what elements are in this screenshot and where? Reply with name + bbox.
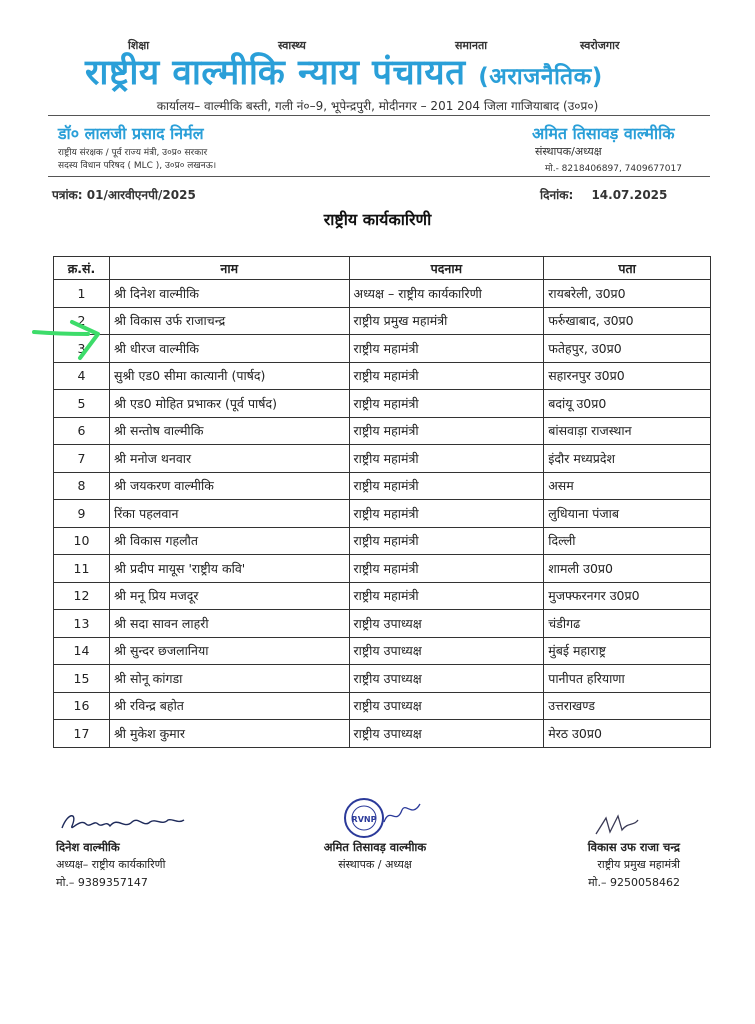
table-row [54, 720, 711, 748]
svg-text:RVNP: RVNP [351, 815, 377, 824]
office-address: कार्यालय– वाल्मीकि बस्ती, गली नं०–9, भूपेन्द्रपुरी, मोदीनगर – 201 204 जिला गाजियाबाद (उ०प्र०) [156, 99, 599, 113]
signatory-general-secretary [540, 838, 680, 892]
signatory-role: राष्ट्रीय प्रमुख महामंत्री [597, 858, 680, 871]
cell-serial: 15 [54, 665, 110, 693]
cell-name: श्री सन्तोष वाल्मीकि [109, 417, 349, 445]
cell-name: श्री धीरज वाल्मीकि [109, 335, 349, 363]
cell-address: उत्तराखण्ड [544, 692, 711, 720]
signatory-role: संस्थापक / अध्यक्ष [338, 858, 412, 871]
signature-vikas-icon [592, 812, 642, 838]
founder-name: अमित तिसावड़ वाल्मीकि [532, 124, 675, 143]
cell-serial: 11 [54, 555, 110, 583]
organization-title [85, 48, 603, 95]
cell-name: श्री मनू प्रिय मजदूर [109, 582, 349, 610]
cell-serial: 1 [54, 280, 110, 308]
cell-address: मुंबई महाराष्ट्र [544, 637, 711, 665]
signatory-president [56, 838, 165, 892]
cell-name: श्री एड0 मोहित प्रभाकर (पूर्व पार्षद) [109, 390, 349, 418]
table-row [54, 637, 711, 665]
header-serial: क्र.सं. [54, 257, 110, 280]
cell-name: श्री प्रदीप मायूस 'राष्ट्रीय कवि' [109, 555, 349, 583]
cell-address: मुजफ्फरनगर उ0प्र0 [544, 582, 711, 610]
subheader-divider [48, 176, 710, 177]
cell-designation: राष्ट्रीय उपाध्यक्ष [349, 637, 544, 665]
cell-designation: अध्यक्ष – राष्ट्रीय कार्यकारिणी [349, 280, 544, 308]
cell-address: दिल्ली [544, 527, 711, 555]
signature-dinesh-icon [58, 808, 188, 836]
founder-role: संस्थापक/अध्यक्ष [535, 145, 602, 158]
cell-address: असम [544, 472, 711, 500]
cell-address: मेरठ उ0प्र0 [544, 720, 711, 748]
cell-name: श्री दिनेश वाल्मीकि [109, 280, 349, 308]
cell-name: श्री सदा सावन लाहरी [109, 610, 349, 638]
cell-address: फतेहपुर, उ0प्र0 [544, 335, 711, 363]
cell-designation: राष्ट्रीय महामंत्री [349, 445, 544, 473]
signatory-founder [285, 838, 465, 874]
patron-title-1: राष्ट्रीय संरक्षक / पूर्व राज्य मंत्री, उ०प्र० सरकार [58, 148, 208, 158]
patron-name: डॉ० लालजी प्रसाद निर्मल [58, 124, 204, 143]
cell-address: लुधियाना पंजाब [544, 500, 711, 528]
cell-name: रिंका पहलवान [109, 500, 349, 528]
letter-date [540, 186, 667, 203]
cell-name: श्री विकास गहलौत [109, 527, 349, 555]
cell-designation: राष्ट्रीय उपाध्यक्ष [349, 610, 544, 638]
cell-address: शामली उ0प्र0 [544, 555, 711, 583]
cell-name: श्री जयकरण वाल्मीकि [109, 472, 349, 500]
table-row [54, 610, 711, 638]
signatory-role: अध्यक्ष– राष्ट्रीय कार्यकारिणी [56, 858, 166, 871]
cell-designation: राष्ट्रीय महामंत्री [349, 527, 544, 555]
cell-serial: 16 [54, 692, 110, 720]
cell-designation: राष्ट्रीय प्रमुख महामंत्री [349, 307, 544, 335]
header-name: नाम [109, 257, 349, 280]
table-row [54, 527, 711, 555]
table-body [54, 280, 711, 748]
table-row [54, 280, 711, 308]
founder-seal-icon [340, 796, 424, 840]
organization-name: राष्ट्रीय वाल्मीकि न्याय पंचायत [85, 53, 466, 93]
cell-address: रायबरेली, उ0प्र0 [544, 280, 711, 308]
cell-serial: 7 [54, 445, 110, 473]
table-row [54, 362, 711, 390]
cell-name: श्री सोनू कांगडा [109, 665, 349, 693]
cell-serial: 5 [54, 390, 110, 418]
cell-serial: 6 [54, 417, 110, 445]
cell-address: पानीपत हरियाणा [544, 665, 711, 693]
signatory-name: दिनेश वाल्मीकि [56, 840, 120, 854]
table-row [54, 390, 711, 418]
header-address: पता [544, 257, 711, 280]
founder-mobile: मो.- 8218406897, 7409677017 [545, 164, 682, 174]
header-designation: पदनाम [349, 257, 544, 280]
cell-address: सहारनपुर उ0प्र0 [544, 362, 711, 390]
table-row [54, 582, 711, 610]
cell-designation: राष्ट्रीय महामंत्री [349, 555, 544, 583]
tagline-health: स्वास्थ्य [278, 39, 306, 52]
cell-designation: राष्ट्रीय महामंत्री [349, 362, 544, 390]
tagline-equality: समानता [455, 39, 488, 52]
table-row [54, 417, 711, 445]
signatory-name: अमित तिसावड़ वाल्मीाक [323, 840, 427, 854]
cell-address: इंदौर मध्यप्रदेश [544, 445, 711, 473]
tagline-education: शिक्षा [128, 39, 150, 52]
cell-serial: 12 [54, 582, 110, 610]
tagline-self-employment: स्वरोजगार [580, 39, 620, 52]
cell-address: बदांयू उ0प्र0 [544, 390, 711, 418]
cell-name: श्री मुकेश कुमार [109, 720, 349, 748]
cell-name: श्री सुन्दर छजलानिया [109, 637, 349, 665]
cell-designation: राष्ट्रीय महामंत्री [349, 472, 544, 500]
cell-name: श्री रविन्द्र बहोत [109, 692, 349, 720]
table-header-row [54, 257, 711, 280]
cell-designation: राष्ट्रीय महामंत्री [349, 335, 544, 363]
cell-designation: राष्ट्रीय उपाध्यक्ष [349, 692, 544, 720]
date-label: दिनांक: [540, 188, 574, 202]
signatory-mobile: मो.– 9389357147 [56, 876, 148, 889]
reference-label: पत्रांक: [52, 188, 83, 202]
cell-designation: राष्ट्रीय महामंत्री [349, 582, 544, 610]
cell-serial: 14 [54, 637, 110, 665]
table-row [54, 445, 711, 473]
cell-serial: 2 [54, 307, 110, 335]
cell-name: श्री मनोज थनवार [109, 445, 349, 473]
highlight-arrow-icon [30, 318, 110, 362]
cell-designation: राष्ट्रीय उपाध्यक्ष [349, 665, 544, 693]
reference-value: 01/आरवीएनपी/2025 [86, 188, 196, 202]
reference-number [52, 186, 196, 203]
cell-serial: 9 [54, 500, 110, 528]
table-row [54, 555, 711, 583]
executive-table [53, 256, 711, 748]
cell-address: फर्रुखाबाद, उ0प्र0 [544, 307, 711, 335]
cell-serial: 13 [54, 610, 110, 638]
document-heading: राष्ट्रीय कार्यकारिणी [323, 210, 432, 229]
cell-serial: 4 [54, 362, 110, 390]
cell-designation: राष्ट्रीय महामंत्री [349, 390, 544, 418]
header-divider [48, 115, 710, 116]
cell-designation: राष्ट्रीय महामंत्री [349, 417, 544, 445]
signatory-name: विकास उफ राजा चन्द्र [587, 840, 680, 854]
cell-serial: 17 [54, 720, 110, 748]
cell-serial: 3 [54, 335, 110, 363]
table-row [54, 665, 711, 693]
table-row [54, 692, 711, 720]
date-value: 14.07.2025 [591, 188, 668, 202]
table-row [54, 307, 711, 335]
patron-title-2: सदस्य विधान परिषद ( MLC ), उ०प्र० लखनऊ। [58, 161, 217, 171]
cell-serial: 10 [54, 527, 110, 555]
signatory-mobile: मो.– 9250058462 [588, 876, 680, 889]
cell-name: श्री विकास उर्फ राजाचन्द्र [109, 307, 349, 335]
table-row [54, 500, 711, 528]
cell-address: चंडीगढ [544, 610, 711, 638]
table-row [54, 335, 711, 363]
cell-serial: 8 [54, 472, 110, 500]
cell-address: बांसवाड़ा राजस्थान [544, 417, 711, 445]
cell-name: सुश्री एड0 सीमा कात्यानी (पार्षद) [109, 362, 349, 390]
organization-suffix: (अराजनैतिक) [478, 64, 603, 90]
cell-designation: राष्ट्रीय उपाध्यक्ष [349, 720, 544, 748]
cell-designation: राष्ट्रीय महामंत्री [349, 500, 544, 528]
table-row [54, 472, 711, 500]
